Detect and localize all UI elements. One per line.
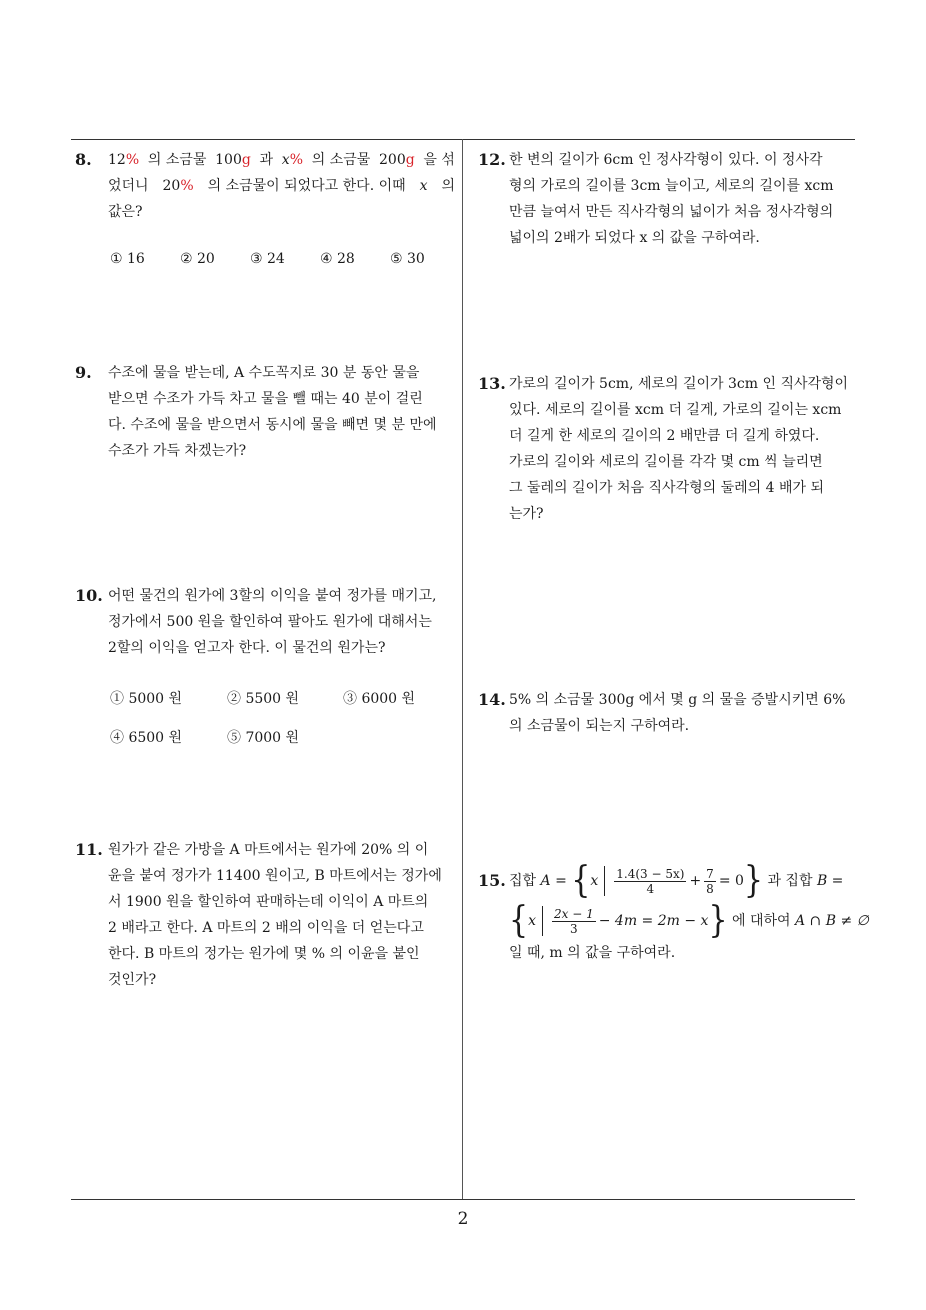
set-a-line: 집합 A = { x $\frac{1.4(3 - 5x)}{4}$ + $\frac{7}{8}$ = 0 } 과 집합 B =	[509, 859, 844, 902]
text-line: 가로의 길이가 5cm, 세로의 길이가 3cm 인 직사각형이	[509, 376, 849, 392]
text-line: 었더니 20% 의 소금물이 되었다고 한다. 이때 x 의	[108, 178, 455, 194]
text-line: 받으면 수조가 가득 차고 물을 뺄 때는 40 분이 걸린	[108, 391, 423, 407]
question-body	[509, 371, 858, 527]
text-line: 한다. B 마트의 정가는 원가에 몇 % 의 이윤을 붙인	[108, 946, 420, 962]
text-line: 원가가 같은 가방을 A 마트에서는 원가에 20% 의 이	[108, 842, 429, 858]
question-number: 13.	[478, 374, 506, 393]
page-number: 2	[457, 1209, 469, 1229]
set-b-expression: { x $\frac{2x - 1}{3}$ − 4m = 2m − x }	[509, 899, 728, 942]
choice[interactable]: ② 20	[180, 251, 215, 267]
text-line: 형의 가로의 길이를 3cm 늘이고, 세로의 길이를 xcm	[509, 178, 834, 194]
choice[interactable]: ① 16	[110, 251, 145, 267]
question-body	[509, 859, 869, 966]
question-number: 11.	[75, 840, 103, 859]
text-line: 5% 의 소금물 300g 에서 몇 g 의 물을 증발시키면 6%	[509, 692, 846, 708]
text-line: 윤을 붙여 정가가 11400 원이고, B 마트에서는 정가에	[108, 868, 442, 884]
question-body	[509, 687, 858, 739]
text-line: 의 소금물이 되는지 구하여라.	[509, 718, 690, 734]
choices-10	[110, 688, 450, 748]
text-line: 2할의 이익을 얻고자 한다. 이 물건의 원가는?	[108, 640, 386, 656]
top-rule	[71, 139, 855, 140]
text-line: 서 1900 원을 할인하여 판매하는데 이익이 A 마트의	[108, 894, 429, 910]
choice[interactable]: ① 5000 원	[110, 691, 183, 707]
text-line: 정가에서 500 원을 할인하여 팔아도 원가에 대해서는	[108, 614, 432, 630]
choice[interactable]: ⑤ 7000 원	[227, 730, 300, 746]
question-number: 10.	[75, 586, 103, 605]
text-line: 12% 의 소금물 100g 과 x% 의 소금물 200g 을 섞	[108, 152, 455, 168]
question-body	[509, 147, 858, 251]
text-line: 어떤 물건의 원가에 3할의 이익을 붙여 정가를 매기고,	[108, 588, 437, 604]
choice[interactable]: ③ 6000 원	[343, 691, 416, 707]
question-body	[108, 147, 455, 225]
text-line: 만큼 늘여서 만든 직사각형의 넓이가 처음 정사각형의	[509, 204, 834, 220]
text-line: 일 때, m 의 값을 구하여라.	[509, 945, 676, 961]
text-line: 수조가 가득 차겠는가?	[108, 443, 247, 459]
set-b-line: { x $\frac{2x - 1}{3}$ − 4m = 2m − x } 에 대하여 A ∩ B ≠ ∅	[509, 899, 869, 942]
set-a-expression: { x $\frac{1.4(3 - 5x)}{4}$ + $\frac{7}{8}$ = 0 }	[571, 859, 763, 902]
choice[interactable]: ④ 6500 원	[110, 730, 183, 746]
text-line: 더 길게 한 세로의 길이의 2 배만큼 더 길게 하였다.	[509, 428, 820, 444]
choices-8	[110, 251, 450, 271]
question-number: 8.	[75, 150, 92, 169]
question-body	[108, 583, 455, 661]
column-divider	[462, 139, 463, 1199]
text-line: 것인가?	[108, 972, 157, 988]
text-line: 2 배라고 한다. A 마트의 2 배의 이익을 더 얻는다고	[108, 920, 424, 936]
text-line: 한 변의 길이가 6cm 인 정사각형이 있다. 이 정사각	[509, 152, 823, 168]
question-number: 9.	[75, 363, 92, 382]
question-body	[108, 360, 455, 464]
text-line: 다. 수조에 물을 받으면서 동시에 물을 빼면 몇 분 만에	[108, 417, 437, 433]
text-line: 있다. 세로의 길이를 xcm 더 길게, 가로의 길이는 xcm	[509, 402, 842, 418]
choice[interactable]: ② 5500 원	[227, 691, 300, 707]
question-number: 14.	[478, 690, 506, 709]
text-line: 가로의 길이와 세로의 길이를 각각 몇 cm 씩 늘리면	[509, 454, 823, 470]
text-line: 넓이의 2배가 되었다 x 의 값을 구하여라.	[509, 230, 760, 246]
text-line: 그 둘레의 길이가 처음 직사각형의 둘레의 4 배가 되	[509, 480, 824, 496]
question-body	[108, 837, 455, 993]
text-line: 수조에 물을 받는데, A 수도꼭지로 30 분 동안 물을	[108, 365, 420, 381]
choice[interactable]: ④ 28	[320, 251, 355, 267]
choice[interactable]: ⑤ 30	[390, 251, 425, 267]
choice[interactable]: ③ 24	[250, 251, 285, 267]
text-line: 는가?	[509, 506, 544, 522]
text-line: 값은?	[108, 204, 143, 220]
question-number: 15.	[478, 871, 506, 890]
bottom-rule	[71, 1199, 855, 1200]
question-number: 12.	[478, 150, 506, 169]
